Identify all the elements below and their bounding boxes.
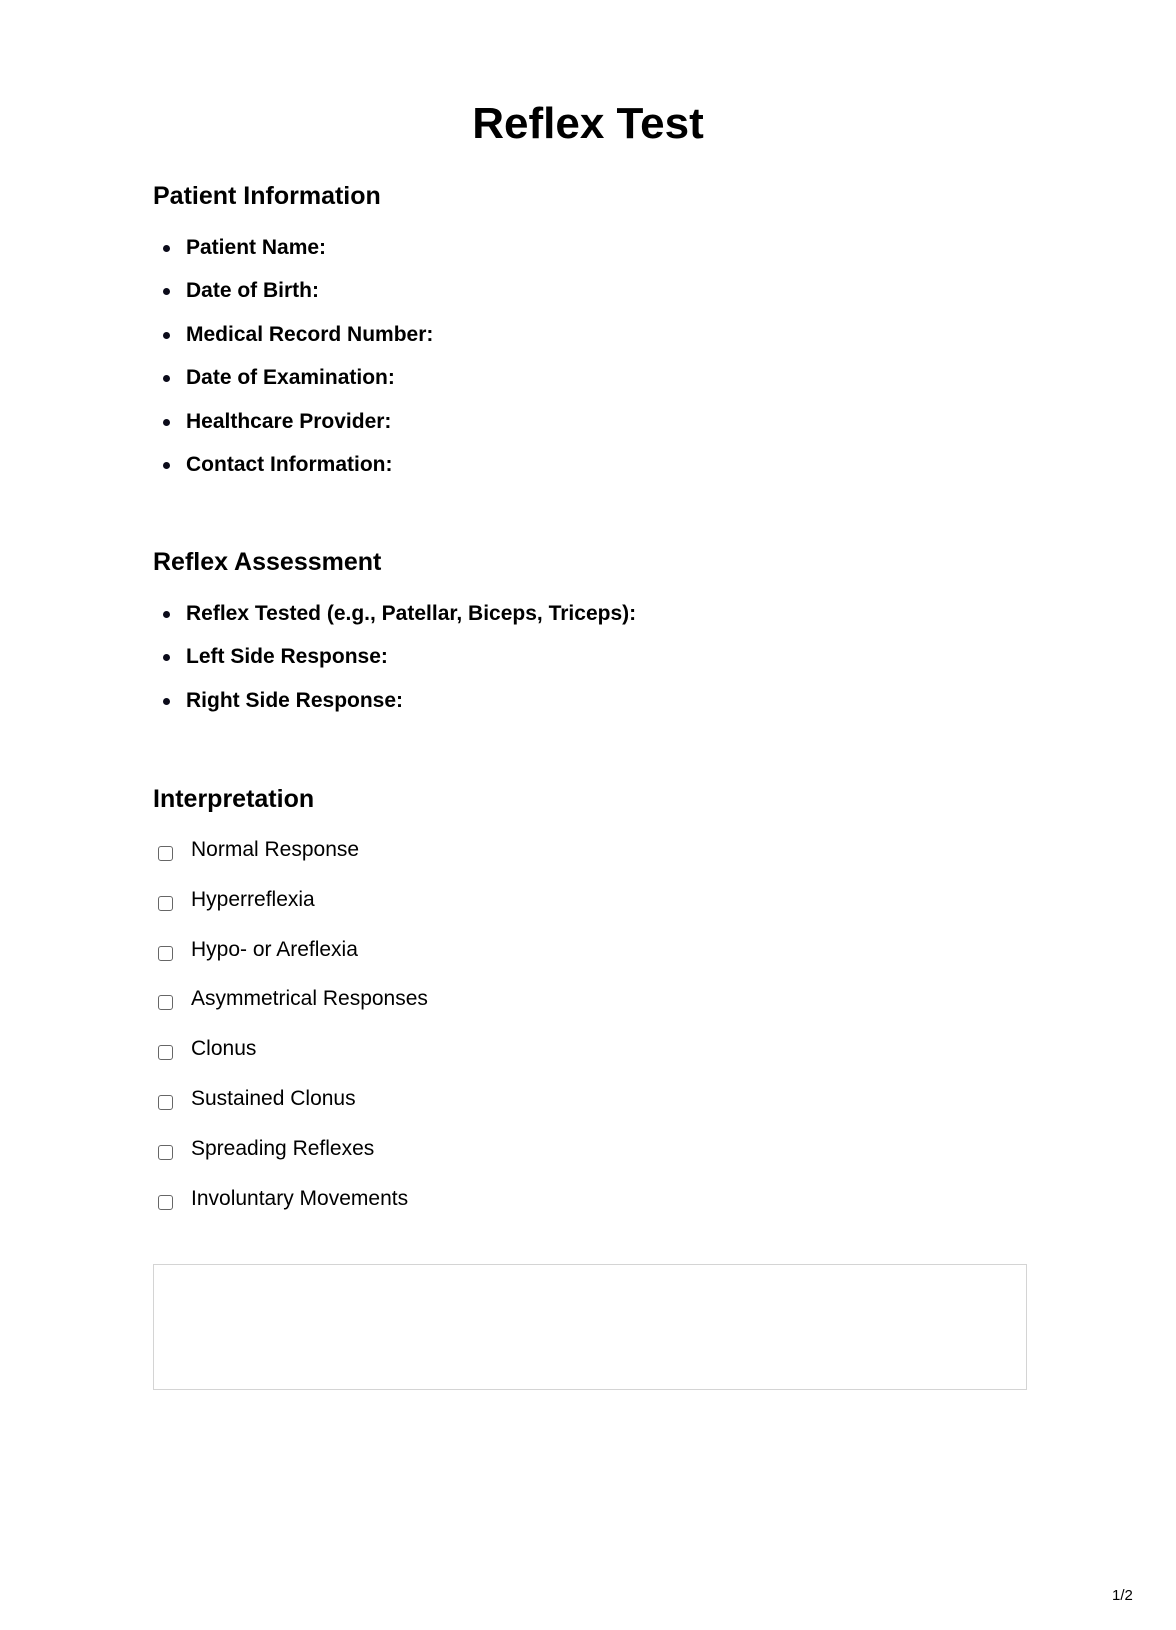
field-patient-name[interactable]: [153, 235, 433, 278]
field-label: Contact Information:: [186, 452, 393, 476]
field-reflex-tested[interactable]: [153, 601, 636, 644]
notes-text-box[interactable]: [153, 1264, 1027, 1390]
checkbox-icon[interactable]: [158, 995, 173, 1010]
option-label: Hyperreflexia: [191, 887, 315, 911]
bullet-icon: [163, 332, 170, 339]
option-label: Sustained Clonus: [191, 1086, 356, 1110]
bullet-icon: [163, 654, 170, 661]
field-label: Patient Name:: [186, 236, 327, 259]
bullet-icon: [163, 611, 170, 618]
patient-information-heading: Patient Information: [153, 182, 381, 210]
field-label: Left Side Response:: [186, 645, 388, 669]
field-label: Reflex Tested (e.g., Patellar, Biceps, Triceps):: [186, 602, 637, 625]
checkbox-icon[interactable]: [158, 946, 173, 961]
option-involuntary-movements[interactable]: [153, 1186, 428, 1236]
option-spreading-reflexes[interactable]: [153, 1136, 428, 1186]
interpretation-heading: Interpretation: [153, 785, 315, 813]
bullet-icon: [163, 698, 170, 705]
option-label: Spreading Reflexes: [191, 1136, 375, 1160]
option-normal-response[interactable]: [153, 837, 428, 887]
option-label: Clonus: [191, 1037, 257, 1061]
option-sustained-clonus[interactable]: [153, 1086, 428, 1136]
option-asymmetrical-responses[interactable]: [153, 986, 428, 1036]
field-label: Date of Examination:: [186, 366, 395, 390]
option-label: Asymmetrical Responses: [191, 987, 428, 1011]
checkbox-icon[interactable]: [158, 1045, 173, 1060]
field-contact-information[interactable]: [153, 452, 433, 495]
field-date-of-birth[interactable]: [153, 278, 433, 321]
bullet-icon: [163, 288, 170, 295]
field-label: Date of Birth:: [186, 279, 319, 303]
option-hyperreflexia[interactable]: [153, 887, 428, 937]
field-label: Medical Record Number:: [186, 322, 434, 346]
reflex-assessment-heading: Reflex Assessment: [153, 548, 382, 576]
checkbox-icon[interactable]: [158, 1195, 173, 1210]
patient-information-list: [153, 235, 433, 495]
option-label: Hypo- or Areflexia: [191, 937, 358, 961]
field-right-side-response[interactable]: [153, 688, 636, 731]
bullet-icon: [163, 462, 170, 469]
reflex-assessment-list: [153, 601, 636, 731]
option-clonus[interactable]: [153, 1036, 428, 1086]
page-number: 1/2: [1112, 1587, 1133, 1604]
document-title: Reflex Test: [472, 99, 704, 148]
field-left-side-response[interactable]: [153, 644, 636, 687]
checkbox-icon[interactable]: [158, 1145, 173, 1160]
checkbox-icon[interactable]: [158, 896, 173, 911]
bullet-icon: [163, 375, 170, 382]
field-label: Right Side Response:: [186, 688, 404, 712]
checkbox-icon[interactable]: [158, 1095, 173, 1110]
interpretation-checklist: [153, 837, 428, 1235]
bullet-icon: [163, 419, 170, 426]
field-date-of-examination[interactable]: [153, 365, 433, 408]
field-label: Healthcare Provider:: [186, 409, 392, 433]
bullet-icon: [163, 245, 170, 252]
option-label: Normal Response: [191, 838, 360, 861]
field-medical-record-number[interactable]: [153, 322, 433, 365]
option-hypo-or-areflexia[interactable]: [153, 937, 428, 987]
option-label: Involuntary Movements: [191, 1186, 409, 1210]
field-healthcare-provider[interactable]: [153, 409, 433, 452]
checkbox-icon[interactable]: [158, 846, 173, 861]
